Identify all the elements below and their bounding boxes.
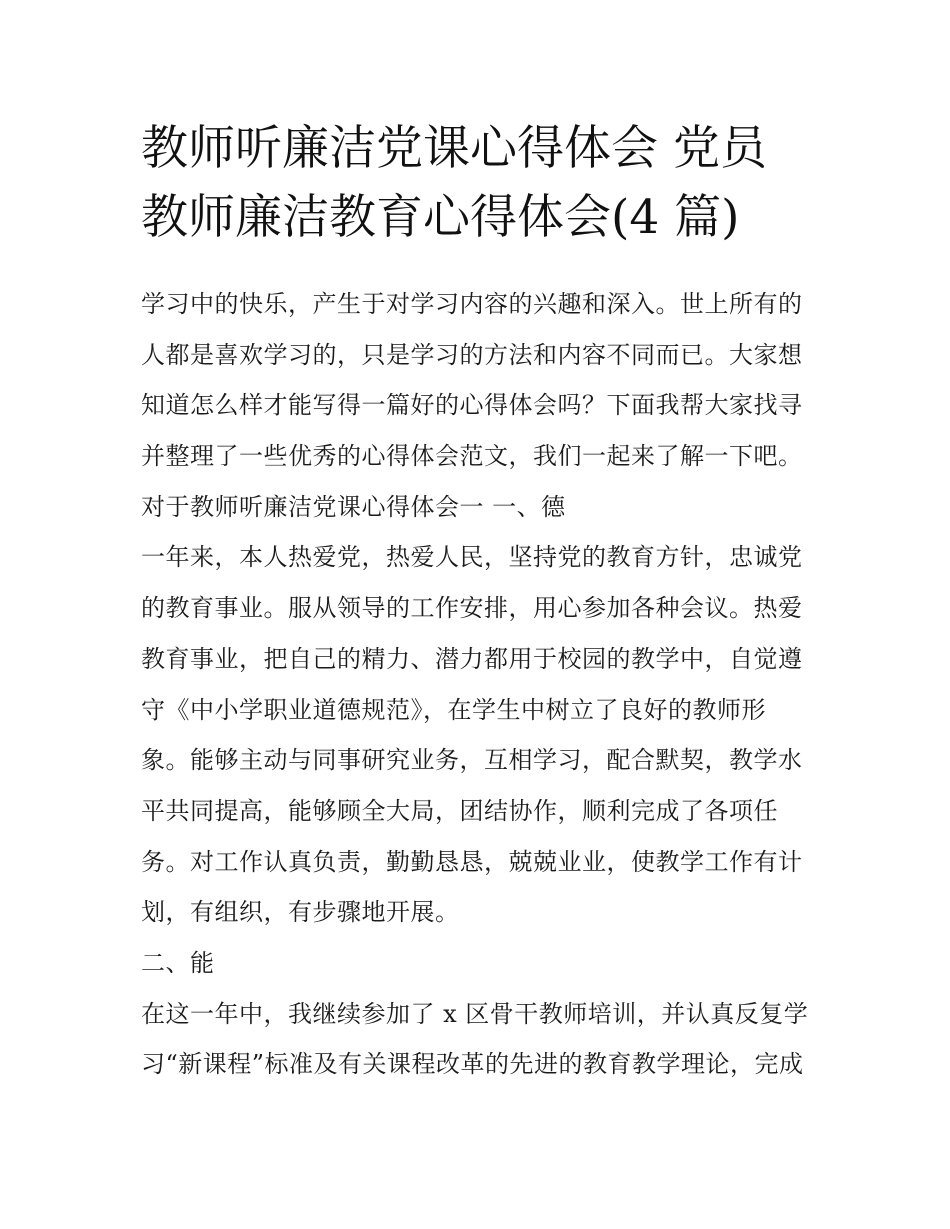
title-line-1: 教师听廉洁党课心得体会 党员 [141, 121, 767, 176]
body-line: 守《中小学职业道德规范》，在学生中树立了良好的教师形 [141, 695, 766, 724]
body-line: 一年来，本人热爱党，热爱人民，坚持党的教育方针，忠诚党 [141, 543, 803, 572]
body-line: 习“新课程”标准及有关课程改革的先进的教育教学理论，完成 [141, 1050, 804, 1079]
body-line: 并整理了一些优秀的心得体会范文，我们一起来了解一下吧。 [141, 442, 803, 471]
body-line: 知道怎么样才能写得一篇好的心得体会吗？下面我帮大家找寻 [141, 391, 803, 420]
body-line: 的教育事业。服从领导的工作安排，用心参加各种会议。热爱 [141, 594, 803, 623]
section-heading-line: 二、能 [141, 948, 215, 977]
body-line: 务。对工作认真负责，勤勤恳恳，兢兢业业，使教学工作有计 [141, 847, 803, 876]
body-line: 平共同提高，能够顾全大局，团结协作，顺利完成了各项任 [141, 796, 778, 825]
document-body [141, 279, 821, 1090]
document-title [141, 114, 841, 252]
body-line: 学习中的快乐，产生于对学习内容的兴趣和深入。世上所有的 [141, 290, 803, 318]
body-line: 人都是喜欢学习的，只是学习的方法和内容不同而已。大家想 [141, 340, 803, 369]
title-line-2: 教师廉洁教育心得体会(4 篇) [141, 190, 740, 245]
body-line: 教育事业，把自己的精力、潜力都用于校园的教学中，自觉遵 [141, 644, 803, 673]
body-line: 在这一年中，我继续参加了 x 区骨干教师培训，并认真反复学 [141, 999, 809, 1028]
body-line: 划，有组织，有步骤地开展。 [141, 898, 460, 927]
section-heading-line: 对于教师听廉洁党课心得体会一 一、德 [141, 492, 566, 521]
body-line: 象。能够主动与同事研究业务，互相学习，配合默契，教学水 [141, 746, 803, 775]
